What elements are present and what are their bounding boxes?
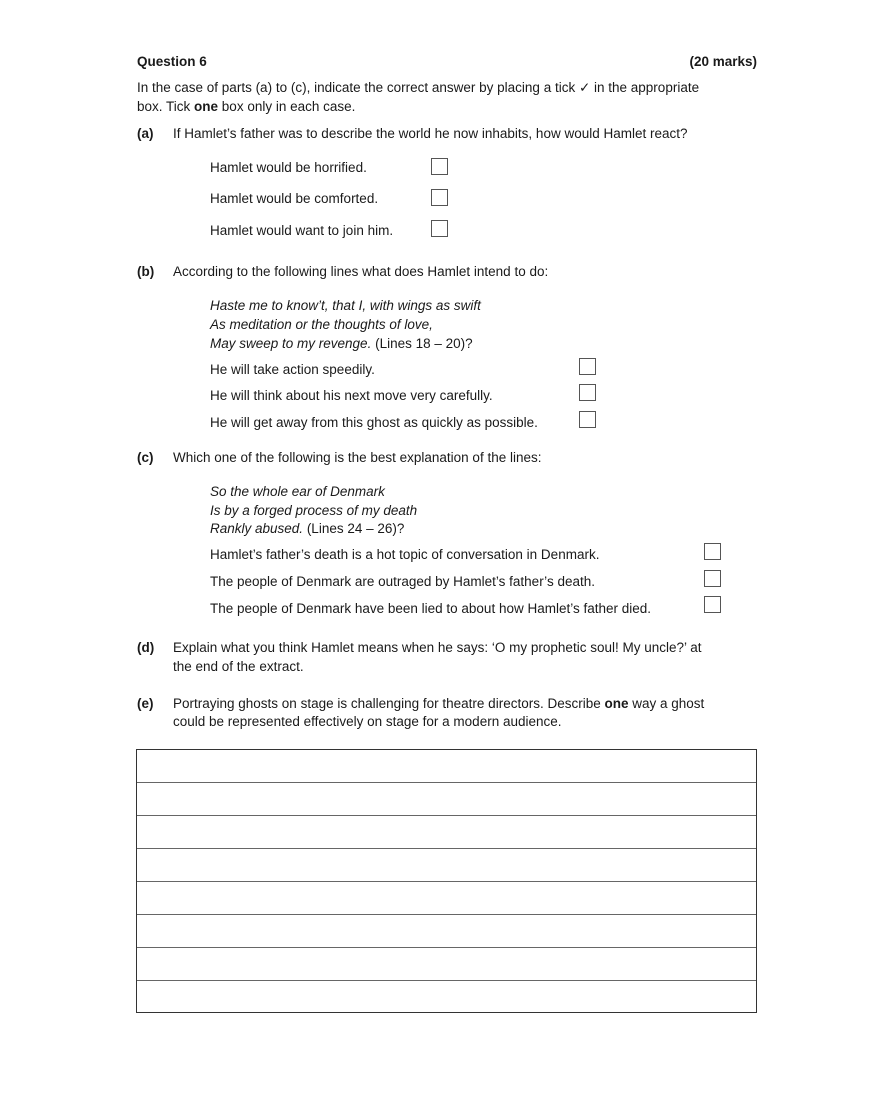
answer-line — [137, 881, 756, 882]
part-c-checkbox-2[interactable] — [704, 570, 721, 587]
part-d-question-line-1: Explain what you think Hamlet means when he says: ‘O my prophetic soul! My uncle?’ at — [173, 640, 702, 655]
part-a-checkbox-2[interactable] — [431, 189, 448, 206]
part-d-question-line-2: the end of the extract. — [173, 659, 304, 674]
part-b-checkbox-2[interactable] — [579, 384, 596, 401]
part-d-label: (d) — [137, 640, 155, 655]
part-e-label: (e) — [137, 696, 154, 711]
part-c-checkbox-1[interactable] — [704, 543, 721, 560]
part-b-checkbox-3[interactable] — [579, 411, 596, 428]
part-b-quote-end: May sweep to my revenge. — [210, 336, 372, 351]
part-a-question: If Hamlet’s father was to describe the world he now inhabits, how would Hamlet react? — [173, 126, 688, 141]
part-a-option-3: Hamlet would want to join him. — [210, 223, 394, 238]
part-a-checkbox-3[interactable] — [431, 220, 448, 237]
part-b-line-ref: (Lines 18 – 20)? — [371, 336, 473, 351]
part-c-quote-line-1: So the whole ear of Denmark — [210, 484, 385, 499]
instructions-line-2 — [137, 99, 355, 114]
part-c-question: Which one of the following is the best explanation of the lines: — [173, 450, 542, 465]
part-c-quote-end: Rankly abused. — [210, 521, 304, 536]
part-a-option-1: Hamlet would be horrified. — [210, 160, 367, 175]
answer-line — [137, 980, 756, 981]
part-c-line-ref: (Lines 24 – 26)? — [303, 521, 405, 536]
part-c-option-1: Hamlet’s father’s death is a hot topic of conversation in Denmark. — [210, 547, 600, 562]
answer-line — [137, 947, 756, 948]
part-c-quote-line-2: Is by a forged process of my death — [210, 503, 418, 518]
part-e-text: Portraying ghosts on stage is challenging for theatre directors. Describe — [173, 696, 605, 711]
part-e-question-line-1 — [173, 696, 704, 711]
part-b-quote-line-2: As meditation or the thoughts of love, — [210, 317, 433, 332]
part-a-checkbox-1[interactable] — [431, 158, 448, 175]
answer-line — [137, 848, 756, 849]
instructions-emphasis: one — [194, 99, 219, 114]
question-marks: (20 marks) — [689, 54, 757, 69]
answer-box[interactable] — [136, 749, 757, 1013]
part-b-checkbox-1[interactable] — [579, 358, 596, 375]
part-a-label: (a) — [137, 126, 154, 141]
instructions-text: box. Tick — [137, 99, 195, 114]
part-e-question-line-2: could be represented effectively on stage for a modern audience. — [173, 714, 562, 729]
part-c-label: (c) — [137, 450, 154, 465]
part-c-option-3: The people of Denmark have been lied to about how Hamlet’s father died. — [210, 601, 652, 616]
instructions-text-end: box only in each case. — [218, 99, 356, 114]
part-e-emphasis: one — [604, 696, 629, 711]
part-c-quote-line-3 — [210, 521, 404, 536]
answer-line — [137, 782, 756, 783]
instructions-line-1: In the case of parts (a) to (c), indicate the correct answer by placing a tick ✓ in the appropriate — [137, 80, 700, 95]
part-a-option-2: Hamlet would be comforted. — [210, 191, 379, 206]
answer-line — [137, 815, 756, 816]
part-e-text-end: way a ghost — [628, 696, 705, 711]
part-b-option-3: He will get away from this ghost as quickly as possible. — [210, 415, 538, 430]
part-b-quote-line-3 — [210, 336, 473, 351]
part-c-checkbox-3[interactable] — [704, 596, 721, 613]
part-b-quote-line-1: Haste me to know’t, that I, with wings as swift — [210, 298, 481, 313]
answer-line — [137, 914, 756, 915]
part-b-option-2: He will think about his next move very carefully. — [210, 388, 493, 403]
part-b-option-1: He will take action speedily. — [210, 362, 375, 377]
part-b-question: According to the following lines what does Hamlet intend to do: — [173, 264, 549, 279]
part-b-label: (b) — [137, 264, 155, 279]
question-title: Question 6 — [137, 54, 207, 69]
part-c-option-2: The people of Denmark are outraged by Hamlet’s father’s death. — [210, 574, 595, 589]
